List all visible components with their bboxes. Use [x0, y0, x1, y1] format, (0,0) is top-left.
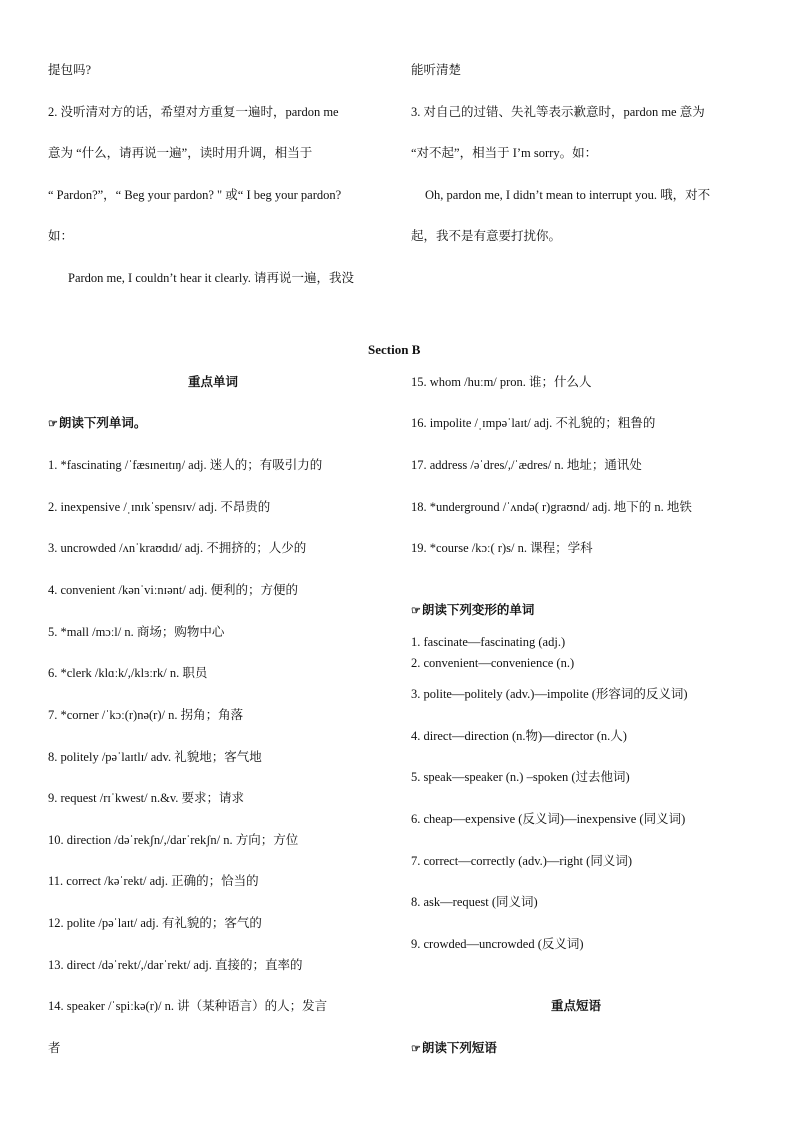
instruction-text: 朗读下列变形的单词 [421, 603, 535, 617]
pointing-hand-icon: ☞ [48, 418, 58, 430]
word-item: 11. correct /kəˈrekt/ adj. 正确的；恰当的 [48, 874, 259, 888]
word-item: 4. convenient /kənˈviːnɪənt/ adj. 便利的；方便的 [48, 583, 298, 597]
form-item: 5. speak—speaker (n.) –spoken (过去他词) [411, 770, 630, 784]
top-right-line-3: “对不起”，相当于 I’m sorry。如： [411, 146, 598, 160]
word-item: 8. politely /pəˈlaɪtlɪ/ adv. 礼貌地；客气地 [48, 750, 262, 764]
top-right-line-2: 3. 对自己的过错、失礼等表示歉意时，pardon me 意为 [411, 105, 705, 119]
word-item: 6. *clerk /klɑːk/,/klɜːrk/ n. 职员 [48, 666, 208, 680]
form-item: 6. cheap—expensive (反义词)—inexpensive (同义词) [411, 812, 686, 826]
section-title: Section B [368, 342, 421, 357]
form-item: 2. convenient—convenience (n.) [411, 656, 575, 670]
word-item: 16. impolite /ˌɪmpəˈlaɪt/ adj. 不礼貌的；粗鲁的 [411, 416, 656, 430]
instruction-read-forms [411, 602, 534, 619]
form-item: 8. ask—request (同义词) [411, 895, 538, 909]
word-item: 5. *mall /mɔːl/ n. 商场；购物中心 [48, 625, 225, 639]
word-item: 3. uncrowded /ʌnˈkraʊdɪd/ adj. 不拥挤的；人少的 [48, 541, 307, 555]
pointing-hand-icon: ☞ [411, 1043, 421, 1055]
form-item: 7. correct—correctly (adv.)—right (同义词) [411, 854, 632, 868]
word-item: 13. direct /dəˈrekt/,/darˈrekt/ adj. 直接的；直率的 [48, 958, 303, 972]
top-left-line-4: “ Pardon?”，“ Beg your pardon? " 或“ I beg your pardon? [48, 188, 342, 202]
form-item: 9. crowded—uncrowded (反义词) [411, 937, 584, 951]
word-item: 12. polite /pəˈlaɪt/ adj. 有礼貌的；客气的 [48, 916, 262, 930]
word-item-continuation: 者 [48, 1041, 61, 1055]
top-left-line-5: 如： [48, 229, 74, 243]
top-left-line-2: 2. 没听清对方的话，希望对方重复一遍时，pardon me [48, 105, 339, 119]
word-item: 2. inexpensive /ˌɪnɪkˈspensɪv/ adj. 不昂贵的 [48, 500, 271, 514]
form-item: 3. polite—politely (adv.)—impolite (形容词的反义词) [411, 687, 688, 701]
instruction-read-phrases [411, 1040, 497, 1057]
instruction-text: 朗读下列单词。 [58, 416, 147, 430]
pointing-hand-icon: ☞ [411, 605, 421, 617]
top-left-line-3: 意为 “什么，请再说一遍”，读时用升调，相当于 [48, 146, 313, 160]
key-phrases-heading: 重点短语 [551, 999, 602, 1013]
form-item: 4. direct—direction (n.物)—director (n.人) [411, 729, 627, 743]
form-item: 1. fascinate—fascinating (adj.) [411, 635, 566, 649]
top-right-line-4: Oh, pardon me, I didn’t mean to interrupt you. 哦，对不 [425, 188, 711, 202]
word-item: 15. whom /huːm/ pron. 谁；什么人 [411, 375, 592, 389]
word-item: 1. *fascinating /ˈfæsɪneɪtɪŋ/ adj. 迷人的；有吸引力的 [48, 458, 323, 472]
word-item: 18. *underground /ˈʌndə( r)graʊnd/ adj. 地下的 n. 地铁 [411, 500, 692, 514]
top-left-line-1: 提包吗? [48, 63, 92, 77]
word-item: 14. speaker /ˈspiːkə(r)/ n. 讲（某种语言）的人；发言 [48, 999, 328, 1013]
instruction-read-words [48, 415, 146, 432]
word-item: 19. *course /kɔː( r)s/ n. 课程；学科 [411, 541, 593, 555]
word-item: 17. address /əˈdres/,/ˈædres/ n. 地址；通讯处 [411, 458, 642, 472]
word-item: 10. direction /dəˈrekʃn/,/darˈrekʃn/ n. 方向；方位 [48, 833, 299, 847]
top-right-line-1: 能听清楚 [411, 63, 462, 77]
word-item: 9. request /rɪˈkwest/ n.&v. 要求；请求 [48, 791, 245, 805]
top-right-line-5: 起，我不是有意要打扰你。 [411, 229, 562, 243]
top-left-line-6: Pardon me, I couldn’t hear it clearly. 请再说一遍，我没 [68, 271, 355, 285]
word-item: 7. *corner /ˈkɔː(r)nə(r)/ n. 拐角；角落 [48, 708, 244, 722]
key-words-heading: 重点单词 [188, 375, 239, 389]
instruction-text: 朗读下列短语 [421, 1041, 497, 1055]
